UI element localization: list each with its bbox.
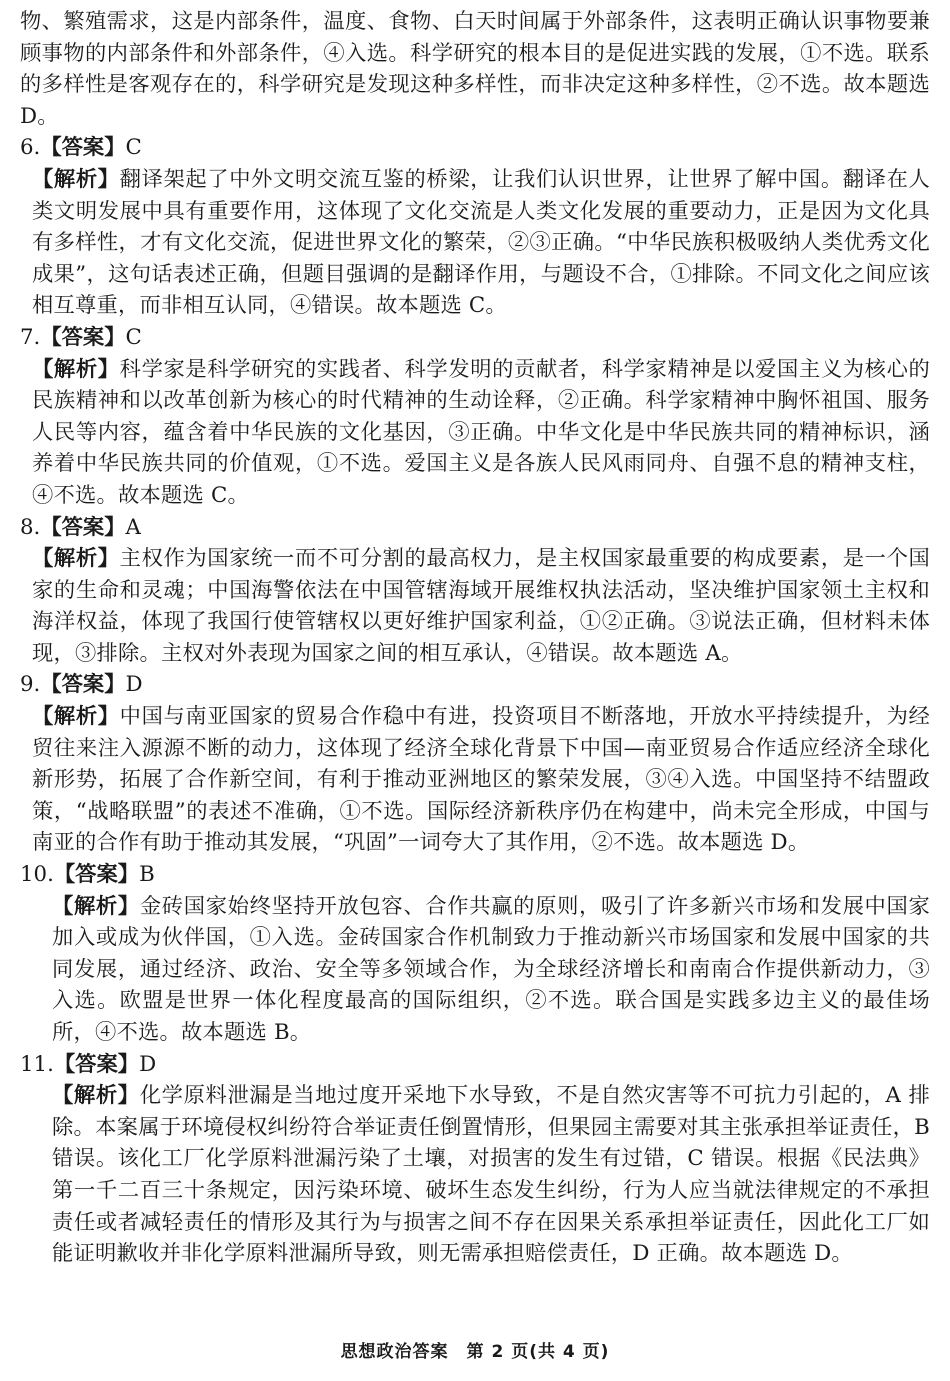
answer-value: A xyxy=(125,514,141,540)
answer-page xyxy=(20,6,930,1270)
page-footer: 思想政治答案 第 2 页(共 4 页) xyxy=(340,1342,610,1362)
question-6-analysis xyxy=(20,164,930,322)
question-8-answer-line xyxy=(20,512,930,544)
question-7-answer-line xyxy=(20,322,930,354)
question-8-analysis xyxy=(20,543,930,669)
question-number: 7. xyxy=(20,324,41,350)
analysis-text: 科学家是科学研究的实践者、科学发明的贡献者，科学家精神是以爱国主义为核心的民族精神和以改革创新为核心的时代精神的生动诠释，②正确。科学家精神中胸怀祖国、服务人民等内容，蕴含着中华民族的文化基因，③正确。中华文化是中华民族共同的精神标识，涵养着中华民族共同的价值观，①不选。爱国主义是各族人民风雨同舟、自强不息的精神支柱，④不选。故本题选 C。 xyxy=(32,356,930,508)
answer-value: B xyxy=(139,862,155,888)
answer-value: D xyxy=(125,672,143,698)
question-number: 6. xyxy=(20,135,41,161)
question-number: 8. xyxy=(20,514,41,540)
intro-paragraph: 物、繁殖需求，这是内部条件，温度、食物、白天时间属于外部条件，这表明正确认识事物要兼顾事物的内部条件和外部条件，④入选。科学研究的根本目的是促进实践的发展，①不选。联系的多样性是客观存在的，科学研究是发现这种多样性，而非决定这种多样性，②不选。故本题选 D。 xyxy=(20,9,930,129)
answer-tag: 【答案】 xyxy=(40,135,126,161)
answer-tag: 【答案】 xyxy=(40,324,126,350)
question-10-answer-line xyxy=(20,859,930,891)
analysis-tag: 【解析】 xyxy=(32,546,120,572)
answer-value: C xyxy=(125,135,142,161)
analysis-text: 主权作为国家统一而不可分割的最高权力，是主权国家最重要的构成要素，是一个国家的生命和灵魂；中国海警依法在中国管辖海域开展维权执法活动，坚决维护国家领土主权和海洋权益，体现了我国行使管辖权以更好维护国家利益，①②正确。③说法正确，但材料未体现，③排除。主权对外表现为国家之间的相互承认，④错误。故本题选 A。 xyxy=(32,546,930,666)
analysis-text: 中国与南亚国家的贸易合作稳中有进，投资项目不断落地，开放水平持续提升，为经贸往来注入源源不断的动力，这体现了经济全球化背景下中国—南亚贸易合作适应经济全球化新形势，拓展了合作新空间，有利于推动亚洲地区的繁荣发展，③④入选。中国坚持不结盟政策，“战略联盟”的表述不准确，①不选。国际经济新秩序仍在构建中，尚未完全形成，中国与南亚的合作有助于推动其发展，“巩固”一词夸大了其作用，②不选。故本题选 D。 xyxy=(32,704,930,856)
question-number: 9. xyxy=(20,672,41,698)
answer-value: D xyxy=(139,1051,157,1077)
analysis-text: 翻译架起了中外文明交流互鉴的桥梁，让我们认识世界，让世界了解中国。翻译在人类文明发展中具有重要作用，这体现了文化交流是人类文化发展的重要动力，正是因为文化具有多样性，才有文化交流，促进世界文化的繁荣，②③正确。“中华民族积极吸纳人类优秀文化成果”，这句话表述正确，但题目强调的是翻译作用，与题设不合，①排除。不同文化之间应该相互尊重，而非相互认同，④错误。故本题选 C。 xyxy=(32,166,930,319)
analysis-tag: 【解析】 xyxy=(32,166,120,192)
analysis-text: 金砖国家始终坚持开放包容、合作共赢的原则，吸引了许多新兴市场和发展中国家加入或成为伙伴国，①入选。金砖国家合作机制致力于推动新兴市场国家和发展中国家的共同发展，通过经济、政治、安全等多领域合作，为全球经济增长和南南合作提供新动力，③入选。欧盟是世界一体化程度最高的国际组织，②不选。联合国是实践多边主义的最佳场所，④不选。故本题选 B。 xyxy=(52,893,930,1045)
analysis-tag: 【解析】 xyxy=(32,704,120,730)
question-6-answer-line xyxy=(20,132,930,164)
question-9-answer-line xyxy=(20,669,930,701)
question-number: 11. xyxy=(20,1051,54,1077)
analysis-tag: 【解析】 xyxy=(32,356,120,382)
question-11-answer-line xyxy=(20,1049,930,1081)
answer-value: C xyxy=(125,324,142,350)
answer-tag: 【答案】 xyxy=(53,862,140,888)
question-number: 10. xyxy=(20,862,54,888)
analysis-tag: 【解析】 xyxy=(52,893,140,919)
analysis-text: 化学原料泄漏是当地过度开采地下水导致，不是自然灾害等不可抗力引起的，A 排除。本案属于环境侵权纠纷符合举证责任倒置情形，但果园主需要对其主张承担举证责任，B 错误。该化工厂化学原料泄漏污染了土壤，对损害的发生有过错，C 错误。根据《民法典》第一千二百三十条规定，因污染环境、破坏生态发生纠纷，行为人应当就法律规定的不承担责任或者减轻责任的情形及其行为与损害之间不存在因果关系承担举证责任，因此化工厂如能证明歉收并非化学原料泄漏所导致，则无需承担赔偿责任，D 正确。故本题选 D。 xyxy=(52,1083,930,1267)
question-10-analysis xyxy=(20,891,930,1049)
answer-tag: 【答案】 xyxy=(40,672,126,698)
question-11-analysis xyxy=(20,1080,930,1270)
question-9-analysis xyxy=(20,701,930,859)
analysis-tag: 【解析】 xyxy=(52,1083,140,1109)
answer-tag: 【答案】 xyxy=(53,1051,140,1077)
question-7-analysis xyxy=(20,354,930,512)
answer-tag: 【答案】 xyxy=(40,514,126,540)
